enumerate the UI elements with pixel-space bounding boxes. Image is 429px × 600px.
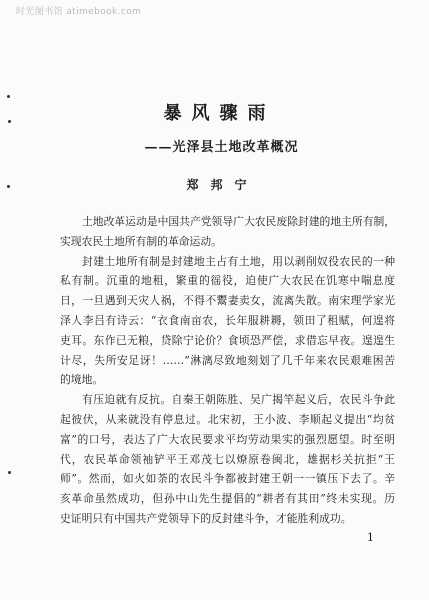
paragraph: [60, 212, 395, 252]
text-line: 泽人李吕有诗云：“衣食南亩农，长年服耕耨，领田了租赋，何遑将: [60, 313, 395, 327]
text-line: 富”的口号，表达了广大农民要求平均劳动果实的强烈愿望。时至明: [60, 432, 395, 446]
text-line: 实现农民土地所有制的革命运动。: [60, 234, 222, 248]
text-line: 师”。然而，如火如荼的农民斗争都被封建王朝一一镇压下去了。辛: [60, 472, 395, 486]
scan-speck: [8, 471, 11, 474]
article-title: 暴风骤雨: [163, 103, 276, 124]
text-line: 日，一旦遇到天灾人祸，不得不鬻妻卖女，流离失散。南宋理学家光: [60, 294, 395, 308]
paragraph: [60, 390, 395, 529]
text-line: 起彼伏，从来就没有停息过。北宋初，王小波、李顺起义提出“均贫: [60, 412, 395, 426]
text-line: 私有制。沉重的地租，繁重的徭役，迫使广大农民在饥寒中喘息度: [60, 274, 395, 288]
author-name: 郑邦宁: [186, 178, 259, 192]
text-line: 计尽，失所安足讶！……”淋漓尽致地刻划了几千年来农民艰难困苦: [60, 353, 395, 367]
text-line: 的境地。: [60, 373, 104, 387]
watermark: 时光图书馆 atimebook.com: [16, 7, 142, 17]
text-line: 有压迫就有反抗。自秦王朝陈胜、吴广揭竿起义后，农民斗争此: [82, 393, 395, 407]
text-line: 代，农民革命领袖铲平王邓茂七以燎原卷闽北，雄据杉关抗拒“王: [60, 452, 395, 466]
text-line: 亥革命虽然成功，但孙中山先生提倡的“耕者有其田”终未实现。历: [60, 492, 395, 506]
text-line: 封建土地所有制是封建地主占有土地，用以剥削奴役农民的一种: [82, 254, 395, 268]
text-line: 吏耳。东作已无粮，贷除宁论价？食顷恐严偿，求借忘早夜。遑遑生: [60, 333, 395, 347]
text-line: 土地改革运动是中国共产党领导广大农民废除封建的地主所有制，: [82, 215, 396, 228]
paragraph: [60, 252, 395, 391]
article-subtitle: ——光泽县土地改革概况: [144, 140, 299, 155]
article-body: [60, 212, 395, 529]
scan-speck: [7, 95, 10, 98]
text-line: 史证明只有中国共产党领导下的反封建斗争，才能胜利成功。: [60, 511, 352, 525]
page-number: 1: [367, 531, 374, 544]
